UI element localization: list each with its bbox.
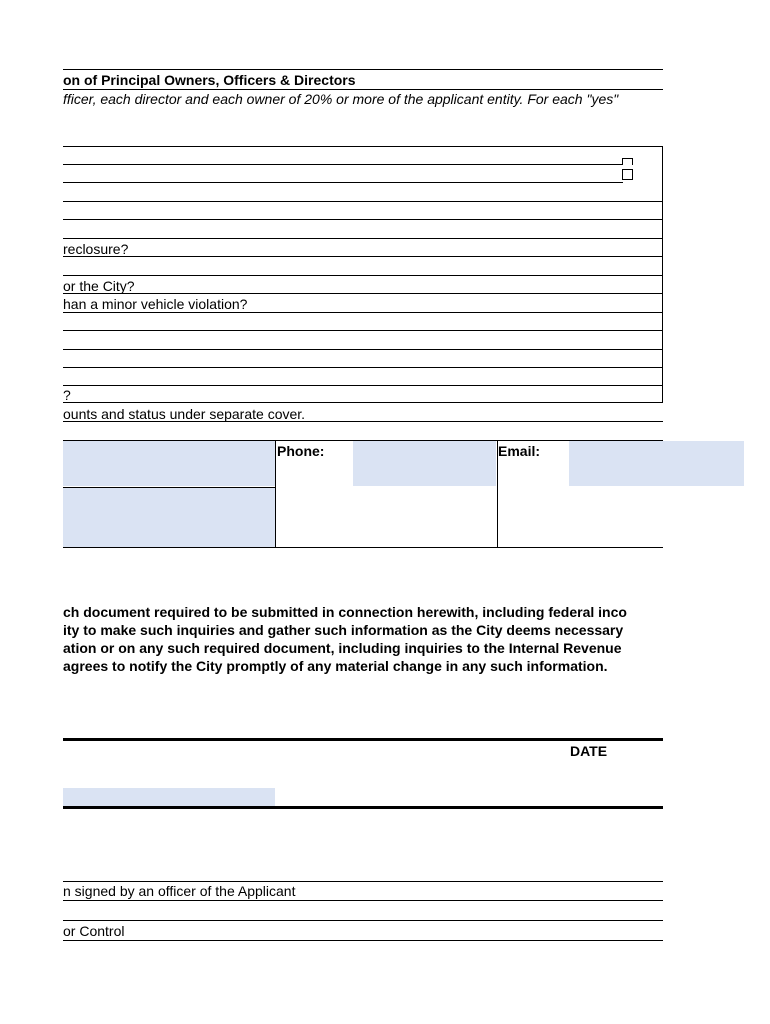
question-last: ?	[63, 387, 71, 403]
certification-line: ation or on any such required document, including inquiries to the Internal Revenue	[63, 640, 622, 656]
contact-bottom-rule	[63, 547, 663, 548]
email-input[interactable]	[569, 441, 744, 486]
question-rule-2	[63, 219, 663, 220]
question-rule-10	[63, 367, 663, 368]
question-rule-3	[63, 238, 663, 239]
question-rule-11	[63, 385, 663, 386]
footer-officer-note: n signed by an officer of the Applicant	[63, 883, 296, 899]
answer-line-2	[63, 182, 623, 183]
question-rule-4	[63, 256, 663, 257]
yes-checkbox[interactable]	[622, 158, 633, 165]
footer-rule-3	[63, 920, 663, 921]
question-box-top	[63, 146, 663, 147]
question-foreclosure: reclosure?	[63, 241, 129, 257]
signature-name-input[interactable]	[63, 788, 275, 806]
question-rule-6	[63, 293, 663, 294]
question-box-bottom	[63, 402, 663, 403]
date-label: DATE	[570, 743, 608, 759]
question-rule-1	[63, 201, 663, 202]
email-label: Email:	[498, 443, 541, 459]
footer-rule-1	[63, 881, 663, 882]
section-top-rule	[63, 69, 663, 70]
question-rule-5	[63, 275, 663, 276]
certification-line: agrees to notify the City promptly of any material change in any such information.	[63, 658, 608, 674]
footer-rule-4	[63, 940, 663, 941]
contact-divider-1	[275, 440, 276, 548]
question-rule-9	[63, 349, 663, 350]
signature-top-rule	[63, 738, 663, 741]
phone-input[interactable]	[353, 441, 496, 486]
phone-label: Phone:	[277, 443, 325, 459]
certification-line: ch document required to be submitted in connection herewith, including federal inco	[63, 604, 627, 620]
question-accounts-note: ounts and status under separate cover.	[63, 406, 306, 422]
section-instruction: fficer, each director and each owner of 20% or more of the applicant entity. For each "yes"	[63, 91, 619, 107]
signature-bottom-rule	[63, 806, 663, 809]
certification-paragraph	[63, 603, 663, 675]
question-city: or the City?	[63, 278, 135, 294]
address-input[interactable]	[63, 488, 275, 547]
question-vehicle-violation: han a minor vehicle violation?	[63, 296, 248, 312]
footer-control-note: or Control	[63, 923, 125, 939]
question-rule-7	[63, 312, 663, 313]
answer-line-1	[63, 164, 623, 165]
question-rule-8	[63, 330, 663, 331]
footer-rule-2	[63, 900, 663, 901]
section-title-rule	[63, 89, 663, 90]
certification-line: ity to make such inquiries and gather such information as the City deems necessary	[63, 622, 624, 638]
no-checkbox[interactable]	[622, 169, 633, 180]
question-box-right	[662, 146, 663, 402]
name-input[interactable]	[63, 441, 275, 486]
section-title: on of Principal Owners, Officers & Directors	[63, 72, 356, 88]
accounts-note-rule	[63, 421, 663, 422]
